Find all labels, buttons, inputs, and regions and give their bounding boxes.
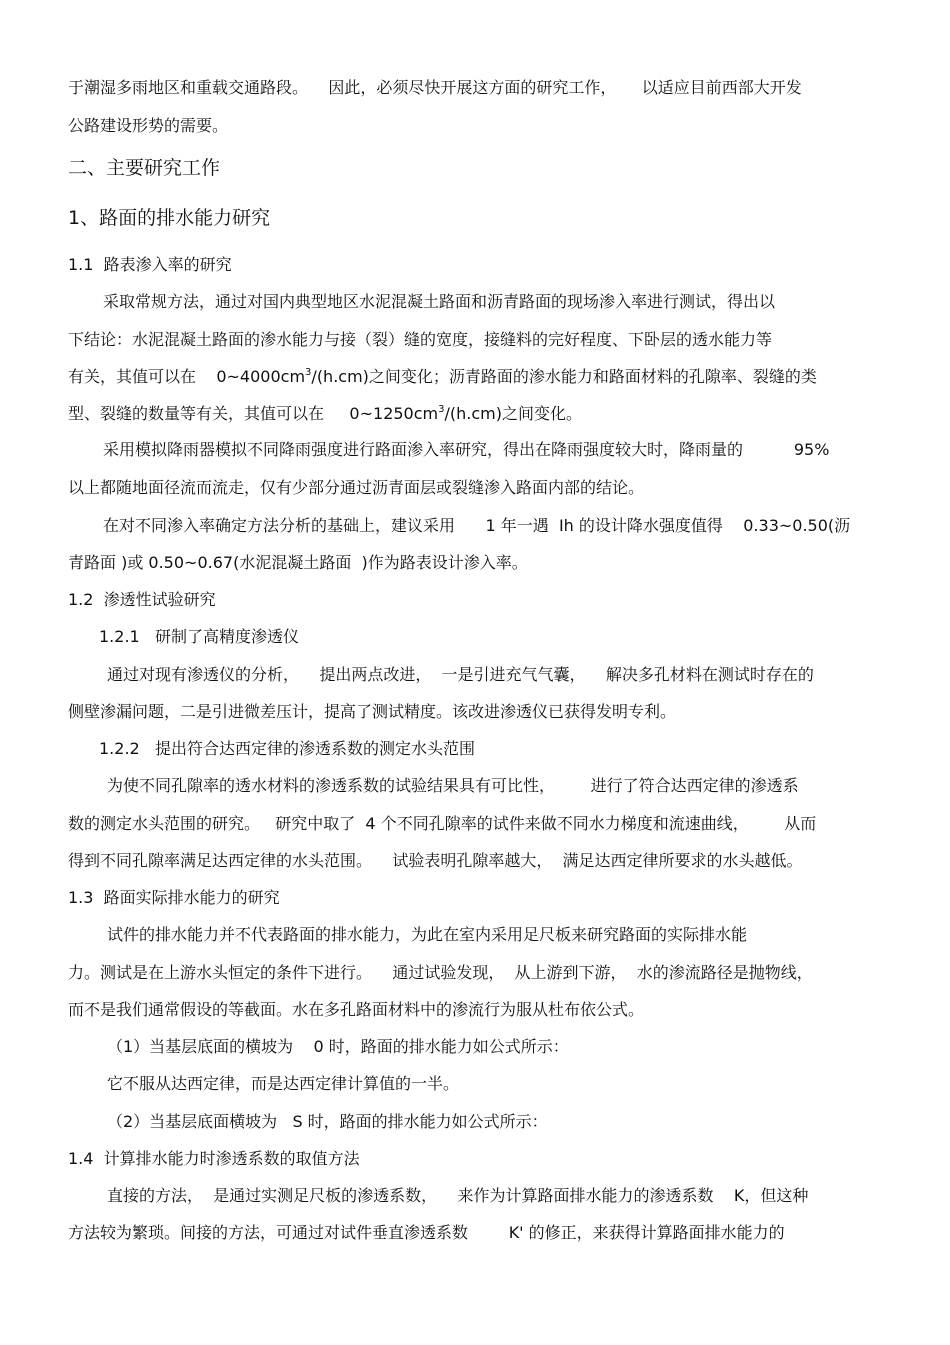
paragraph-line: 试件的排水能力并不代表路面的排水能力，为此在室内采用足尺板来研究路面的实际排水能 bbox=[107, 925, 748, 944]
paragraph-text: /(h.cm)之间变化。 bbox=[444, 404, 582, 423]
paragraph-line: 力。测试是在上游水头恒定的条件下进行。 通过试验发现， 从上游到下游， 水的渗流路径是抛物线， bbox=[68, 963, 813, 982]
paragraph-line: 以上都随地面径流而流走，仅有少部分通过沥青面层或裂缝渗入路面内部的结论。 bbox=[68, 478, 645, 497]
paragraph-line: 通过对现有渗透仪的分析， 提出两点改进， 一是引进充气气囊， 解决多孔材料在测试时存在的 bbox=[107, 665, 814, 684]
paragraph-line: 青路面 )或 0.50~0.67(水泥混凝土路面 )作为路表设计渗入率。 bbox=[68, 553, 528, 572]
subsection-heading: 1.2.2 提出符合达西定律的渗透系数的测定水头范围 bbox=[99, 739, 475, 758]
superscript: 3 bbox=[438, 404, 445, 415]
paragraph-line: 为使不同孔隙率的透水材料的渗透系数的试验结果具有可比性， 进行了符合达西定律的渗透系 bbox=[107, 776, 799, 795]
section-heading: 二、主要研究工作 bbox=[68, 157, 221, 179]
paragraph-line bbox=[68, 403, 582, 425]
paragraph-line: 在对不同渗入率确定方法分析的基础上，建议采用 1 年一遇 Ih 的设计降水强度值得 0.33~0.50(沥 bbox=[103, 516, 851, 535]
paragraph-line: 数的测定水头范围的研究。 研究中取了 4 个不同孔隙率的试件来做不同水力梯度和流速曲线， 从而 bbox=[68, 814, 817, 833]
paragraph-line: 下结论：水泥混凝土路面的渗水能力与接（裂）缝的宽度，接缝料的完好程度、下卧层的透水能力等 bbox=[68, 330, 773, 349]
paragraph-line: 而不是我们通常假设的等截面。水在多孔路面材料中的渗流行为服从杜布依公式。 bbox=[68, 1000, 645, 1019]
paragraph-line: 直接的方法， 是通过实测足尺板的渗透系数， 来作为计算路面排水能力的渗透系数 K，但这种 bbox=[107, 1186, 809, 1205]
paragraph-line: 方法较为繁琐。间接的方法，可通过对试件垂直渗透系数 K' 的修正，来获得计算路面排水能力的 bbox=[68, 1223, 785, 1242]
subsection-heading: 1.3 路面实际排水能力的研究 bbox=[68, 888, 280, 907]
paragraph-line: 它不服从达西定律，而是达西定律计算值的一半。 bbox=[107, 1074, 460, 1093]
paragraph-line: （2）当基层底面横坡为 S 时，路面的排水能力如公式所示： bbox=[107, 1112, 548, 1131]
subsection-heading: 1.1 路表渗入率的研究 bbox=[68, 255, 232, 274]
paragraph-line bbox=[68, 366, 817, 388]
subsection-heading: 1.2 渗透性试验研究 bbox=[68, 590, 216, 609]
subsection-heading: 1.2.1 研制了高精度渗透仪 bbox=[99, 627, 299, 646]
subsection-heading: 1、路面的排水能力研究 bbox=[68, 207, 271, 229]
paragraph-line: 于潮湿多雨地区和重载交通路段。 因此，必须尽快开展这方面的研究工作， 以适应目前西部大开发 bbox=[68, 78, 802, 97]
paragraph-line: 侧壁渗漏问题，二是引进微差压计，提高了测试精度。该改进渗透仪已获得发明专利。 bbox=[68, 702, 677, 721]
paragraph-text: 有关，其值可以在 0~4000cm bbox=[68, 367, 306, 386]
paragraph-line: 公路建设形势的需要。 bbox=[68, 116, 229, 135]
paragraph-line: 采用模拟降雨器模拟不同降雨强度进行路面渗入率研究，得出在降雨强度较大时，降雨量的 95% bbox=[103, 440, 830, 459]
paragraph-line: （1）当基层底面的横坡为 0 时，路面的排水能力如公式所示： bbox=[107, 1037, 569, 1056]
subsection-heading: 1.4 计算排水能力时渗透系数的取值方法 bbox=[68, 1149, 360, 1168]
paragraph-line: 采取常规方法，通过对国内典型地区水泥混凝土路面和沥青路面的现场渗入率进行测试，得出以 bbox=[103, 292, 776, 311]
paragraph-text: /(h.cm)之间变化；沥青路面的渗水能力和路面材料的孔隙率、裂缝的类 bbox=[311, 367, 817, 386]
paragraph-text: 型、裂缝的数量等有关，其值可以在 0~1250cm bbox=[68, 404, 439, 423]
paragraph-line: 得到不同孔隙率满足达西定律的水头范围。 试验表明孔隙率越大， 满足达西定律所要求的水头越低。 bbox=[68, 851, 803, 870]
superscript: 3 bbox=[305, 367, 312, 378]
